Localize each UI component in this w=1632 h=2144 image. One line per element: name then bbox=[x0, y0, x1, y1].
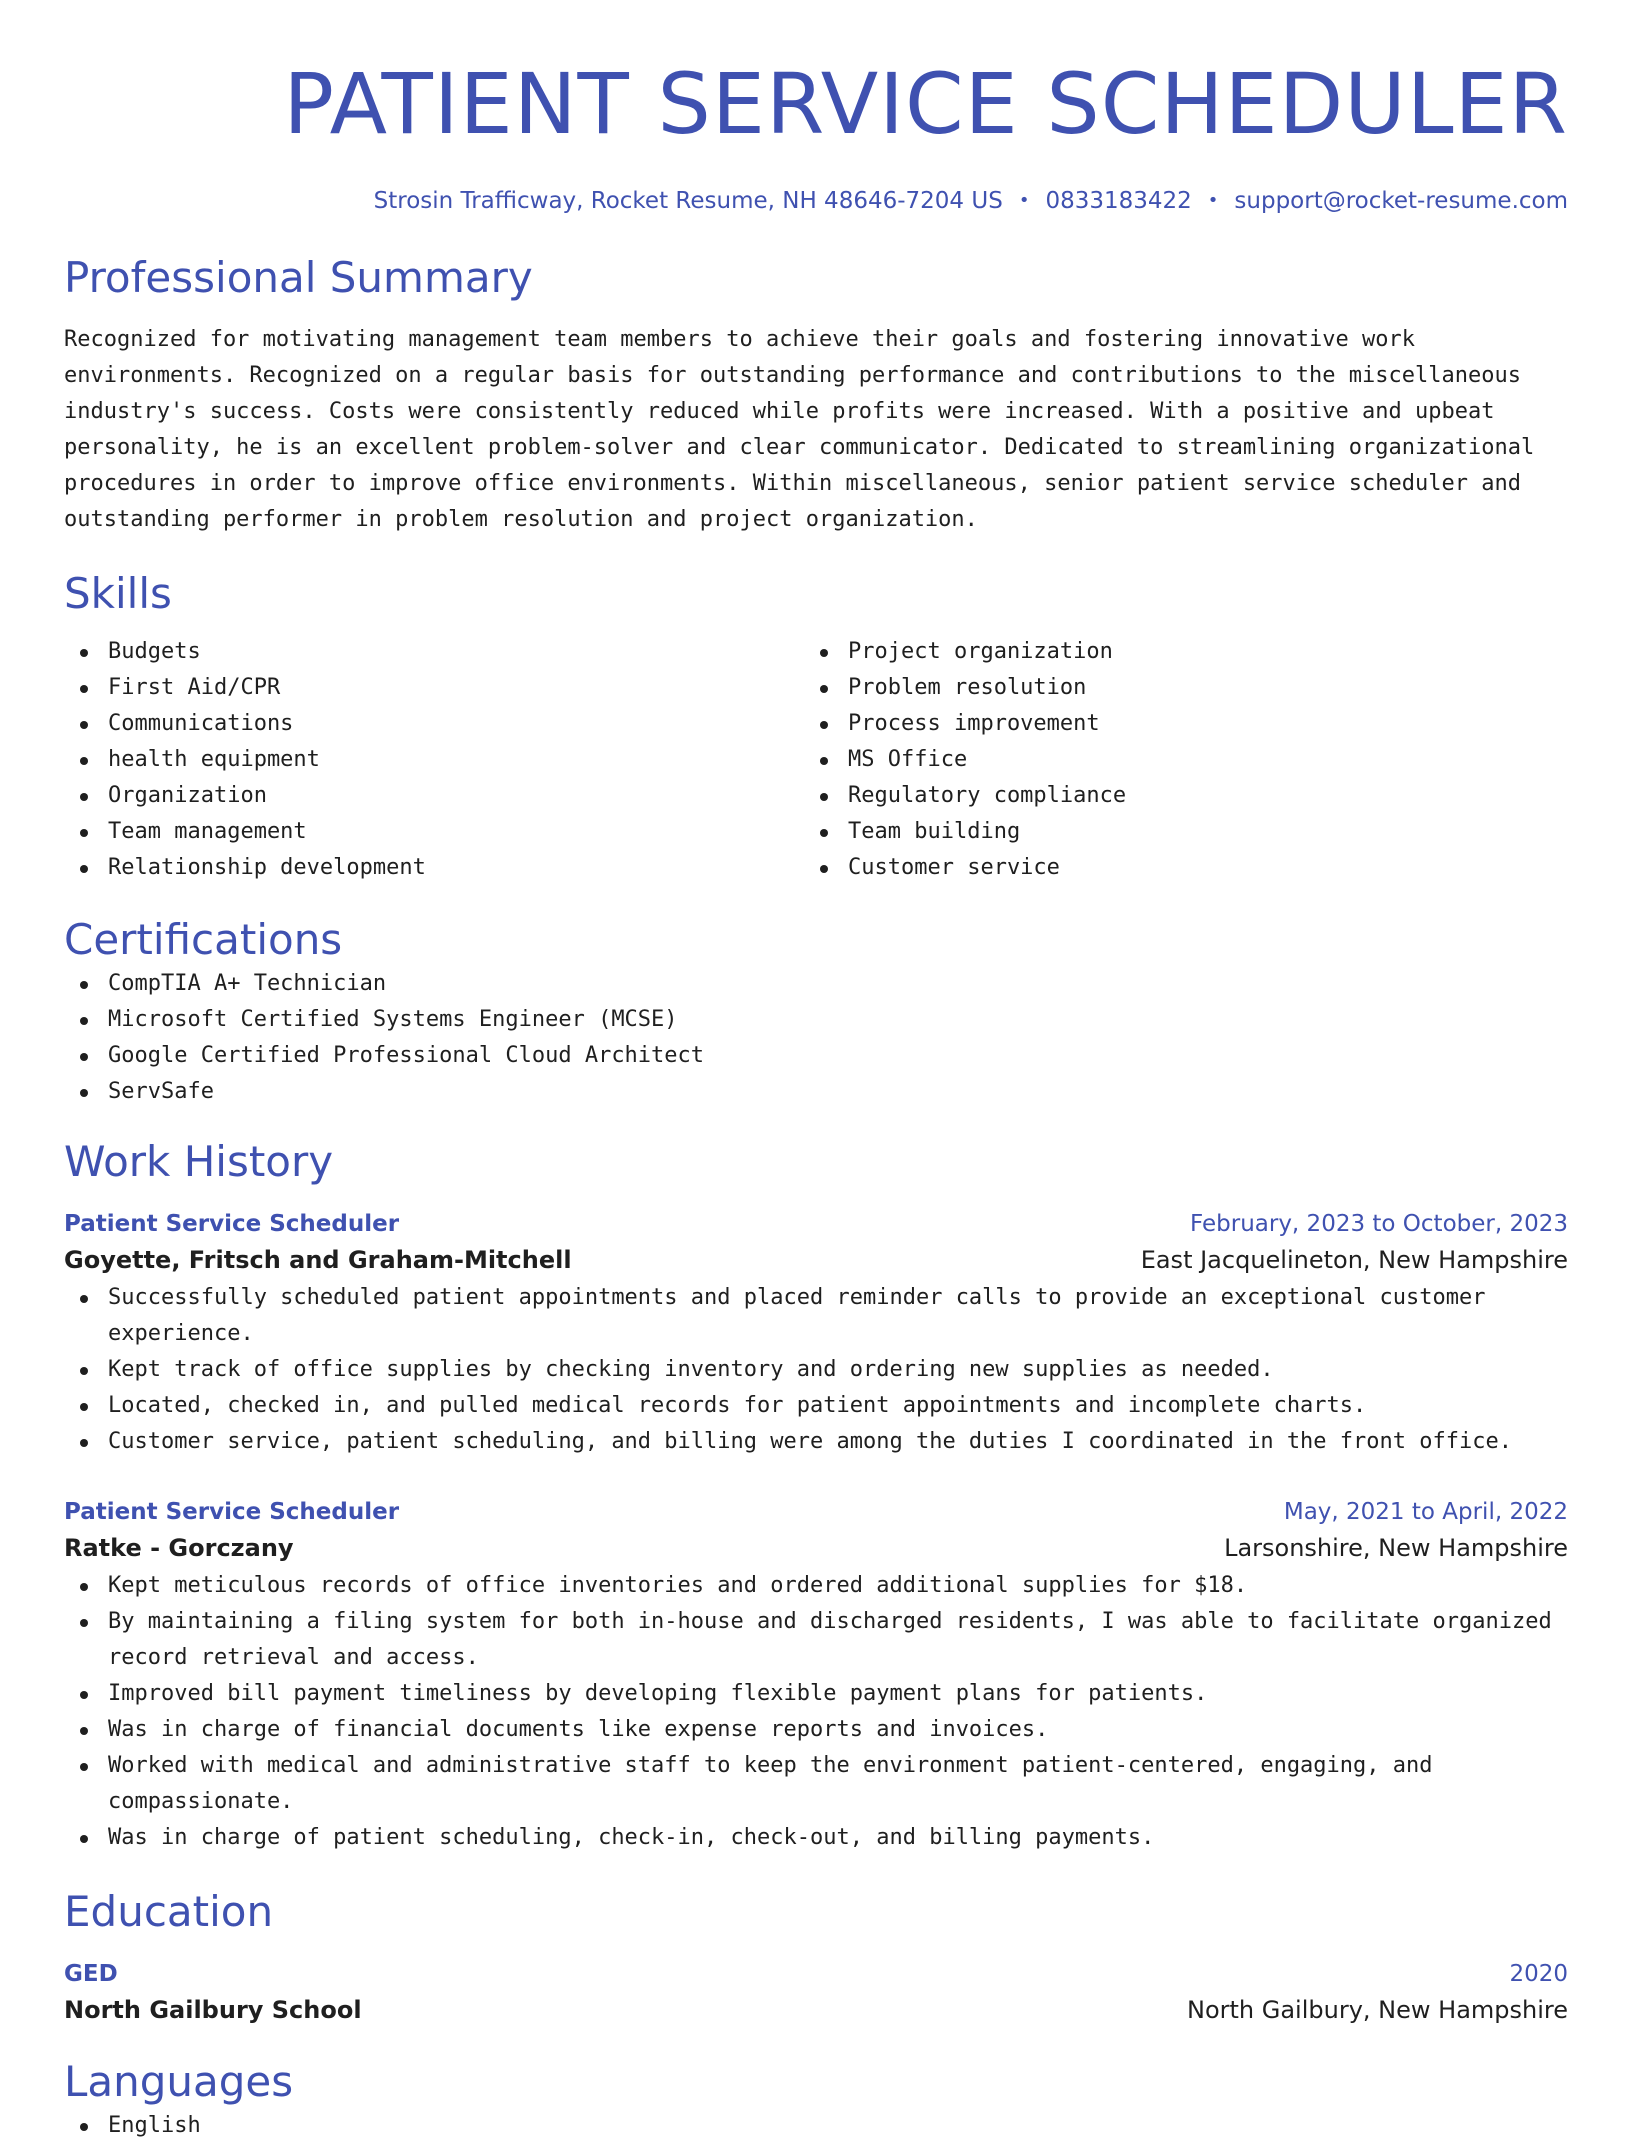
job-duties bbox=[64, 1568, 1568, 1856]
job-entry bbox=[64, 1208, 1568, 1460]
job-dates: May, 2021 to April, 2022 bbox=[1283, 1499, 1568, 1525]
section-title-summary: Professional Summary bbox=[64, 253, 533, 302]
contact-address: Strosin Trafficway, Rocket Resume, NH 48646-7204 US bbox=[373, 188, 1003, 214]
list-item: Was in charge of financial documents like expense reports and invoices. bbox=[64, 1712, 1568, 1748]
languages-section bbox=[64, 2056, 1568, 2144]
certifications-list bbox=[64, 966, 1568, 1110]
section-title-certifications: Certifications bbox=[64, 915, 343, 964]
job-location: Larsonshire, New Hampshire bbox=[1224, 1534, 1568, 1562]
summary-text: Recognized for motivating management team members to achieve their goals and fostering innovative work environments. Recognized on a regular basis for outstanding performance and contributions to the miscellaneous industry's success. Costs were consistently reduced while profits were increased. With a positive and upbeat personality, he is an excellent problem-solver and clear communicator. Dedicated to streamlining organizational procedures in order to improve office environments. Within miscellaneous, senior patient service scheduler and outstanding performer in problem resolution and project organization. bbox=[64, 327, 1535, 532]
list-item: Improved bill payment timeliness by developing flexible payment plans for patients. bbox=[64, 1676, 1568, 1712]
job-title: Patient Service Scheduler bbox=[64, 1499, 400, 1525]
list-item: Organization bbox=[64, 778, 804, 814]
contact-phone[interactable]: 0833183422 bbox=[1045, 188, 1192, 214]
list-item: Regulatory compliance bbox=[804, 778, 1544, 814]
work-history-section bbox=[64, 1136, 1568, 1856]
list-item: Project organization bbox=[804, 634, 1544, 670]
list-item: Customer service, patient scheduling, and billing were among the duties I coordinated in the front office. bbox=[64, 1424, 1568, 1460]
resume-header bbox=[64, 0, 1568, 216]
skills-section bbox=[64, 568, 1568, 886]
list-item: Budgets bbox=[64, 634, 804, 670]
education-school: North Gailbury School bbox=[64, 1996, 362, 2024]
education-degree: GED bbox=[64, 1961, 118, 1987]
list-item: CompTIA A+ Technician bbox=[64, 966, 1568, 1002]
job-company-row bbox=[64, 1528, 1568, 1568]
job-location: East Jacquelineton, New Hampshire bbox=[1140, 1246, 1568, 1274]
education-year: 2020 bbox=[1509, 1961, 1568, 1987]
list-item: Problem resolution bbox=[804, 670, 1544, 706]
list-item: First Aid/CPR bbox=[64, 670, 804, 706]
job-header-row bbox=[64, 1496, 1568, 1528]
list-item: Worked with medical and administrative staff to keep the environment patient-centered, engaging, and compassionate. bbox=[64, 1748, 1568, 1820]
skills-list-left bbox=[64, 634, 804, 886]
education-header-row bbox=[64, 1958, 1568, 1990]
contact-line bbox=[64, 186, 1568, 216]
list-item: English bbox=[64, 2108, 1568, 2144]
list-item: Google Certified Professional Cloud Architect bbox=[64, 1038, 1568, 1074]
section-title-education: Education bbox=[64, 1887, 274, 1936]
list-item: Relationship development bbox=[64, 850, 804, 886]
list-item: Communications bbox=[64, 706, 804, 742]
job-dates: February, 2023 to October, 2023 bbox=[1190, 1211, 1568, 1237]
list-item: Team management bbox=[64, 814, 804, 850]
languages-list bbox=[64, 2108, 1568, 2144]
education-location: North Gailbury, New Hampshire bbox=[1187, 1996, 1568, 2024]
contact-email[interactable]: support@rocket-resume.com bbox=[1234, 188, 1568, 214]
section-title-work-history: Work History bbox=[64, 1137, 334, 1186]
list-item: Customer service bbox=[804, 850, 1544, 886]
list-item: Process improvement bbox=[804, 706, 1544, 742]
education-school-row bbox=[64, 1990, 1568, 2030]
certifications-section bbox=[64, 914, 1568, 1110]
job-company: Ratke - Gorczany bbox=[64, 1534, 294, 1562]
skills-columns bbox=[64, 634, 1568, 886]
section-title-languages: Languages bbox=[64, 2057, 294, 2106]
list-item: Team building bbox=[804, 814, 1544, 850]
job-company: Goyette, Fritsch and Graham-Mitchell bbox=[64, 1246, 572, 1274]
list-item: Microsoft Certified Systems Engineer (MCSE) bbox=[64, 1002, 1568, 1038]
list-item: Kept track of office supplies by checking inventory and ordering new supplies as needed. bbox=[64, 1352, 1568, 1388]
contact-separator: • bbox=[1018, 190, 1030, 211]
list-item: health equipment bbox=[64, 742, 804, 778]
list-item: Located, checked in, and pulled medical records for patient appointments and incomplete charts. bbox=[64, 1388, 1568, 1424]
list-item: ServSafe bbox=[64, 1074, 1568, 1110]
list-item: By maintaining a filing system for both in-house and discharged residents, I was able to facilitate organized record retrieval and access. bbox=[64, 1604, 1568, 1676]
contact-separator: • bbox=[1207, 190, 1219, 211]
list-item: MS Office bbox=[804, 742, 1544, 778]
job-title: Patient Service Scheduler bbox=[64, 1211, 400, 1237]
education-entry bbox=[64, 1958, 1568, 2030]
section-title-skills: Skills bbox=[64, 569, 172, 618]
job-entry bbox=[64, 1496, 1568, 1856]
list-item: Successfully scheduled patient appointments and placed reminder calls to provide an exceptional customer experience. bbox=[64, 1280, 1568, 1352]
candidate-name: PATIENT SERVICE SCHEDULER bbox=[283, 55, 1568, 153]
job-header-row bbox=[64, 1208, 1568, 1240]
skills-list-right bbox=[804, 634, 1544, 886]
list-item: Was in charge of patient scheduling, check-in, check-out, and billing payments. bbox=[64, 1820, 1568, 1856]
job-duties bbox=[64, 1280, 1568, 1460]
summary-section bbox=[64, 252, 1568, 538]
job-company-row bbox=[64, 1240, 1568, 1280]
education-section bbox=[64, 1886, 1568, 2030]
list-item: Kept meticulous records of office inventories and ordered additional supplies for $18. bbox=[64, 1568, 1568, 1604]
